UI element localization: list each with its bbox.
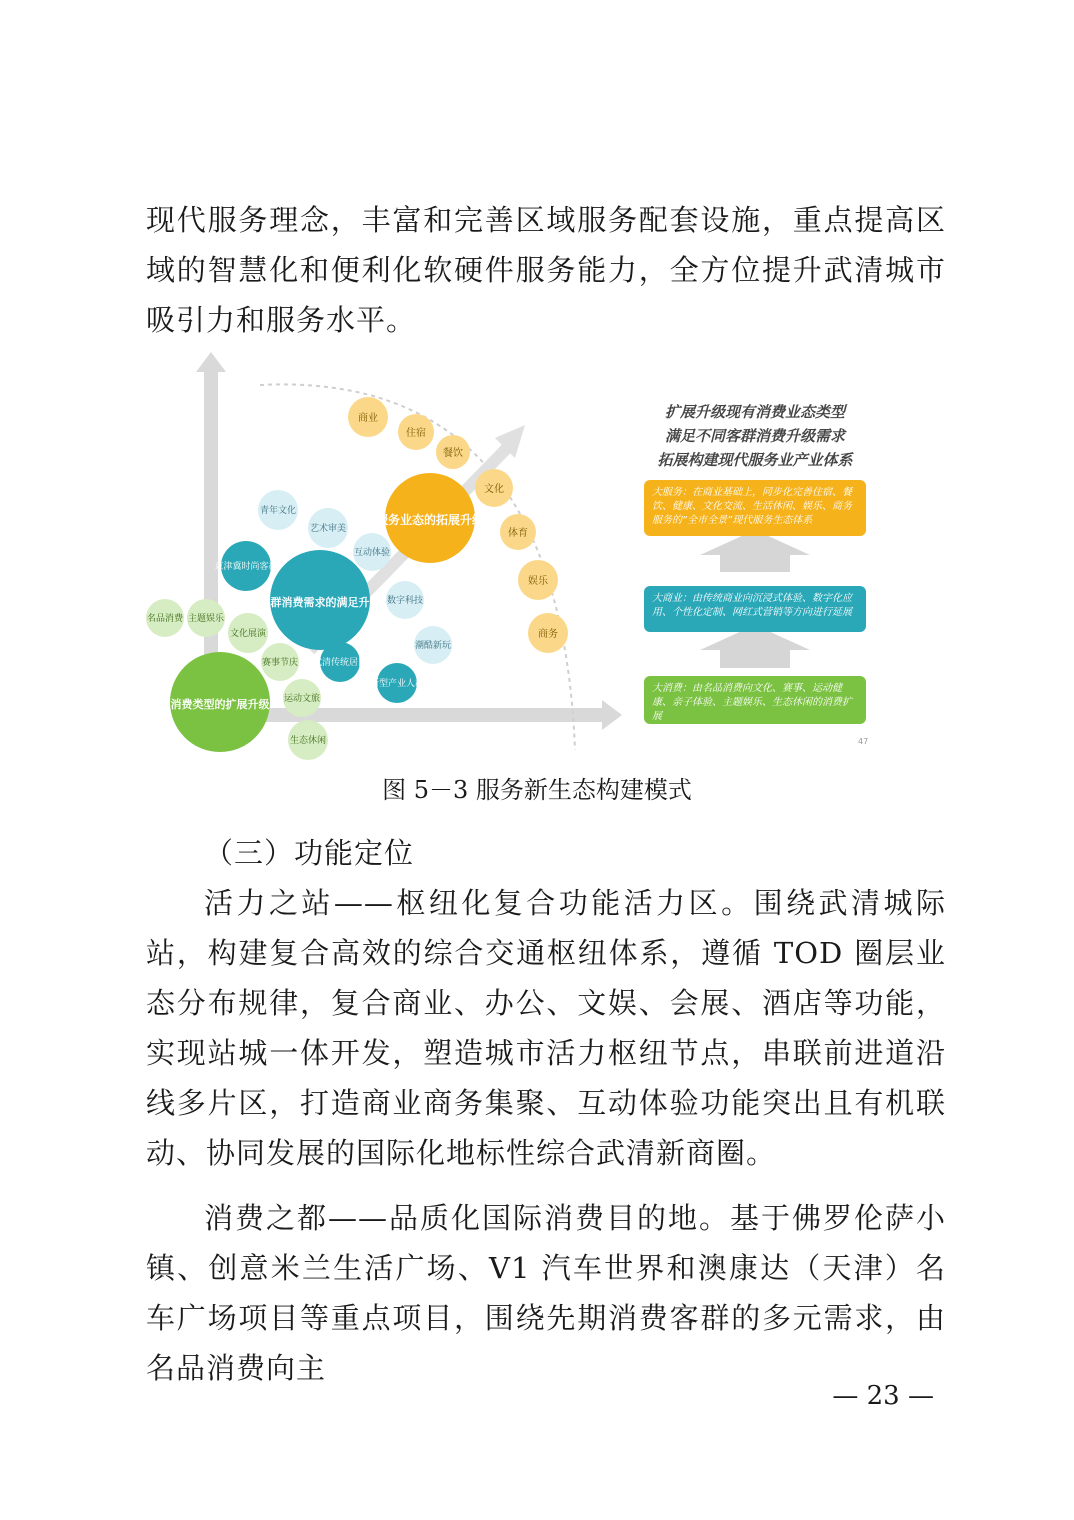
consumption-circle-label: 消费类型的扩展升级	[170, 698, 270, 711]
right-title-line: 拓展构建现代服务业产业体系	[657, 451, 853, 469]
orange-bubble-label: 娱乐	[528, 576, 548, 587]
paragraph-1-text: 现代服务理念，丰富和完善区域服务配套设施，重点提高区域的智慧化和便利化软硬件服务能力，全方位提升武清城市吸引力和服务水平。	[146, 203, 946, 337]
box-big-commerce: 大商业：由传统商业向沉浸式体验、数字化应用、个性化定制、网红式营销等方向进行延展	[644, 586, 866, 632]
orange-bubble-label: 商务	[538, 629, 558, 640]
teal-bubble-label: 武清传统居民	[312, 658, 368, 668]
right-title-line: 扩展升级现有消费业态类型	[664, 403, 845, 421]
green-bubble-label: 名品消费	[146, 614, 184, 624]
light-bubble-label: 潮酷新玩	[414, 641, 452, 651]
paragraph-1	[146, 195, 946, 345]
figure-service-ecosystem	[140, 350, 930, 770]
paragraph-2	[146, 878, 946, 1178]
green-bubble-label: 运动文旅	[283, 694, 321, 704]
orange-bubble-label: 餐饮	[443, 448, 463, 459]
green-bubble-label: 文化展演	[229, 629, 267, 639]
figure-caption: 图 5－3 服务新生态构建模式	[382, 776, 692, 804]
up-arrow	[700, 530, 810, 572]
section-heading: （三）功能定位	[204, 836, 415, 870]
green-bubble-label: 生态休闲	[289, 736, 327, 746]
teal-bubble-label: 京津冀时尚客群	[214, 562, 278, 572]
right-title-line: 满足不同客群消费升级需求	[664, 427, 845, 445]
paragraph-2-text: 活力之站——枢纽化复合功能活力区。围绕武清城际站，构建复合高效的综合交通枢纽体系，遵循 TOD 圈层业态分布规律，复合商业、办公、文娱、会展、酒店等功能，实现站城一体开发，塑造城市活力枢纽节点，串联前进道沿线多片区，打造商业商务集聚、互动体验功能突出且有机联动、协同发展的国际化地标性综合武清新商圈。	[146, 886, 946, 1170]
service-circle-label: 服务业态的拓展升级	[375, 513, 485, 527]
box-big-service: 大服务：在商业基础上，同步化完善住宿、餐饮、健康、文化交流、生活休闲、娱乐、商务服务的“全市全景”现代服务生态体系	[644, 480, 866, 536]
y-axis-arrow	[196, 352, 226, 372]
paragraph-3-text: 消费之都——品质化国际消费目的地。基于佛罗伦萨小镇、创意米兰生活广场、V1 汽车世界和澳康达（天津）名车广场项目等重点项目，围绕先期消费客群的多元需求，由名品消费向主	[146, 1201, 946, 1385]
x-axis-arrow	[602, 700, 622, 730]
orange-bubble-label: 商业	[358, 413, 378, 424]
light-bubble-label: 数字科技	[386, 596, 424, 606]
light-bubble-label: 艺术审美	[309, 524, 347, 534]
page-mark: 47	[858, 737, 869, 746]
paragraph-3	[146, 1193, 946, 1393]
orange-bubble-label: 住宿	[406, 428, 426, 439]
box-big-consumption: 大消费：由名品消费向文化、赛事、运动健康、亲子体验、主题娱乐、生态休闲的消费扩展	[644, 676, 866, 724]
page-number: — 23 —	[832, 1381, 934, 1411]
light-bubble-label: 青年文化	[259, 506, 297, 516]
light-bubble-label: 互动体验	[353, 548, 391, 558]
green-bubble-label: 赛事节庆	[261, 658, 299, 668]
orange-bubble-label: 文化	[484, 484, 504, 495]
teal-bubble-label: 新型产业人群	[369, 679, 425, 689]
demand-circle-label: 客群消费需求的满足升级	[259, 596, 381, 609]
green-bubble-label: 主题娱乐	[187, 614, 225, 624]
orange-bubble-label: 体育	[508, 528, 528, 539]
